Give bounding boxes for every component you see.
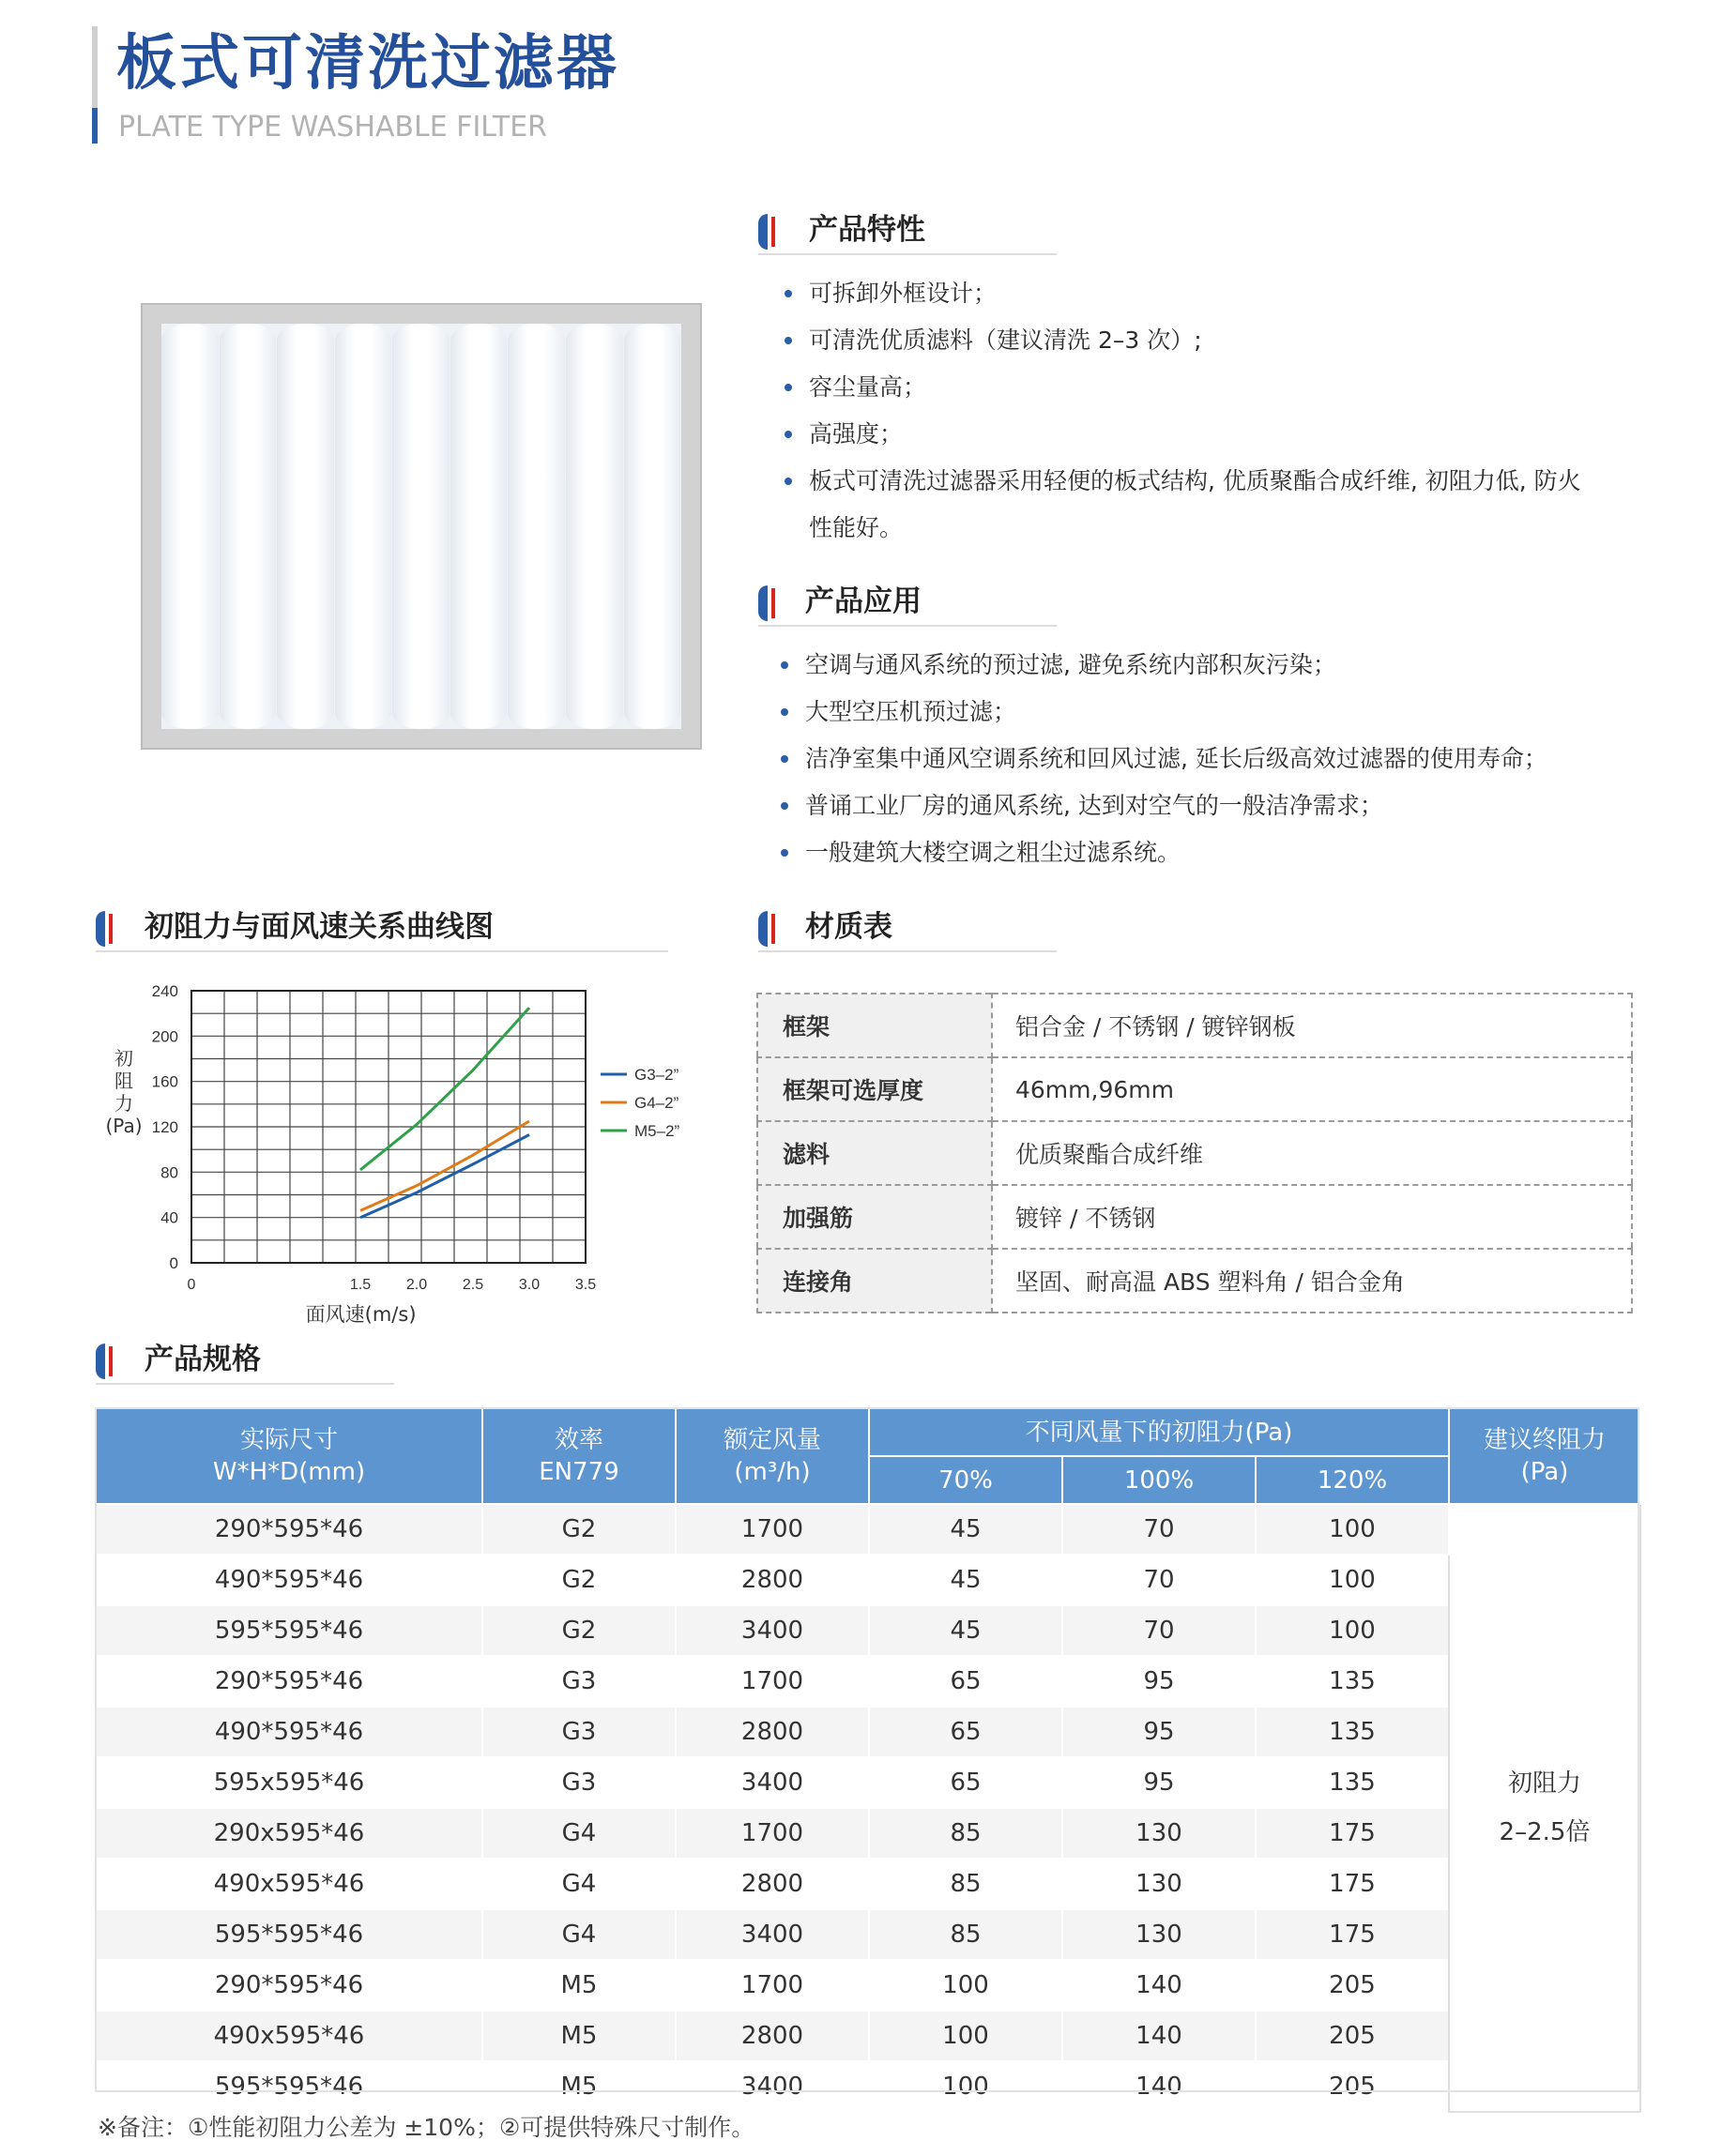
material-value: 坚固、耐高温 ABS 塑料角 / 铝合金角 <box>1015 1268 1405 1296</box>
material-value: 镀锌 / 不锈钢 <box>992 1185 1632 1249</box>
material-key: 加强筋 <box>757 1185 992 1249</box>
x-tick-label: 3.0 <box>518 1277 541 1293</box>
table-cell: 140 <box>1062 2061 1256 2112</box>
features-list <box>783 270 1655 552</box>
y-axis-label: 初 <box>114 1047 133 1070</box>
table-cell: 175 <box>1256 1859 1449 1909</box>
table-cell: 175 <box>1256 1909 1449 1960</box>
table-cell: 1700 <box>676 1808 869 1859</box>
table-cell: 595x595*46 <box>96 1757 482 1808</box>
application-item: 空调与通风系统的预过滤, 避免系统内部积灰污染； <box>779 642 1661 689</box>
table-row <box>96 1757 1640 1808</box>
section-marker-icon <box>96 911 113 947</box>
table-cell: M5 <box>482 2011 676 2061</box>
material-key: 滤料 <box>757 1121 992 1185</box>
y-axis-label: (Pa) <box>105 1115 143 1137</box>
table-cell: 100 <box>1256 1555 1449 1605</box>
material-value: 铝合金 / 不锈钢 / 镀锌钢板 <box>992 994 1632 1057</box>
table-cell: 100 <box>1256 1605 1449 1656</box>
materials-row <box>757 1249 1632 1313</box>
table-cell: 95 <box>1062 1707 1256 1757</box>
application-item: 普诵工业厂房的通风系统, 达到对空气的一般洁净需求； <box>779 782 1661 829</box>
feature-item: 高强度； <box>783 411 1655 458</box>
feature-item: 可清洗优质滤料（建议清洗 2–3 次）; <box>783 317 1655 364</box>
table-row <box>96 1960 1640 2011</box>
table-cell: M5 <box>482 2061 676 2112</box>
materials-table <box>756 993 1633 1313</box>
table-cell: 290*595*46 <box>96 1504 482 1555</box>
table-cell: M5 <box>482 1960 676 2011</box>
y-axis-label: 阻 <box>114 1070 133 1092</box>
product-photo <box>141 303 702 750</box>
table-row <box>96 1605 1640 1656</box>
series-line <box>360 1121 529 1210</box>
table-cell: 85 <box>869 1808 1062 1859</box>
table-cell: 95 <box>1062 1757 1256 1808</box>
header-100pct: 100% <box>1062 1456 1256 1504</box>
feature-item: 容尘量高； <box>783 364 1655 411</box>
materials-title: 材质表 <box>805 910 892 944</box>
y-tick-label: 200 <box>151 1027 178 1046</box>
table-cell: 85 <box>869 1909 1062 1960</box>
application-item: 洁净室集中通风空调系统和回风过滤, 延长后级高效过滤器的使用寿命； <box>779 736 1661 782</box>
table-cell: 2800 <box>676 1555 869 1605</box>
specs-table <box>95 1407 1641 2113</box>
table-cell: 3400 <box>676 1909 869 1960</box>
x-tick-label: 2.0 <box>405 1277 428 1293</box>
feature-item-continued: 性能好。 <box>809 514 904 541</box>
application-item: 大型空压机预过滤； <box>779 689 1661 736</box>
table-cell: 100 <box>869 2061 1062 2112</box>
table-cell: 45 <box>869 1605 1062 1656</box>
chart-title: 初阻力与面风速关系曲线图 <box>145 910 494 944</box>
table-cell: 2800 <box>676 2011 869 2061</box>
material-value: 46mm,96mm <box>992 1057 1632 1121</box>
table-row <box>96 2061 1640 2112</box>
header-airflow: 额定风量 (m³/h) <box>676 1408 869 1504</box>
table-cell: 1700 <box>676 1960 869 2011</box>
applications-list <box>779 642 1661 876</box>
table-cell: 135 <box>1256 1707 1449 1757</box>
y-tick-label: 240 <box>151 982 178 1000</box>
table-cell: G2 <box>482 1555 676 1605</box>
table-cell: 45 <box>869 1504 1062 1555</box>
x-axis-label: 面风速(m/s) <box>305 1303 417 1326</box>
table-cell: 490*595*46 <box>96 1707 482 1757</box>
table-cell: 3400 <box>676 1757 869 1808</box>
table-cell: G4 <box>482 1859 676 1909</box>
header-final-resistance: 建议终阻力 (Pa) <box>1449 1408 1640 1504</box>
table-cell: 95 <box>1062 1656 1256 1707</box>
table-cell: 290x595*46 <box>96 1808 482 1859</box>
table-row <box>96 2011 1640 2061</box>
table-cell: 135 <box>1256 1656 1449 1707</box>
table-cell: 3400 <box>676 1605 869 1656</box>
table-cell: 65 <box>869 1707 1062 1757</box>
y-axis-label: 力 <box>114 1092 133 1115</box>
table-cell: 290*595*46 <box>96 1656 482 1707</box>
feature-item: 板式可清洗过滤器采用轻便的板式结构, 优质聚酯合成纤维, 初阻力低, 防火 <box>783 458 1655 505</box>
table-cell: 2800 <box>676 1707 869 1757</box>
specs-heading <box>96 1338 394 1385</box>
header-size: 实际尺寸 W*H*D(mm) <box>96 1408 482 1504</box>
table-cell: 205 <box>1256 2011 1449 2061</box>
table-cell: G2 <box>482 1504 676 1555</box>
page-title: 板式可清洗过滤器 <box>116 29 619 99</box>
table-cell: 100 <box>869 1960 1062 2011</box>
table-cell: 490x595*46 <box>96 2011 482 2061</box>
table-cell: 70 <box>1062 1504 1256 1555</box>
table-cell: G3 <box>482 1757 676 1808</box>
table-cell: 595*595*46 <box>96 1605 482 1656</box>
filter-media <box>161 324 681 729</box>
table-cell: G4 <box>482 1808 676 1859</box>
y-tick-label: 80 <box>160 1163 178 1182</box>
table-row <box>96 1504 1640 1555</box>
table-cell: G4 <box>482 1909 676 1960</box>
section-marker-icon <box>758 214 775 250</box>
application-item: 一般建筑大楼空调之粗尘过滤系统。 <box>779 829 1661 876</box>
table-cell: 65 <box>869 1656 1062 1707</box>
section-marker-icon <box>758 911 775 947</box>
x-tick-label: 1.5 <box>349 1277 372 1293</box>
table-cell: 130 <box>1062 1909 1256 1960</box>
materials-row <box>757 1121 1632 1185</box>
chart-heading <box>96 905 668 952</box>
materials-heading <box>758 905 1057 952</box>
footnote: ※备注：①性能初阻力公差为 ±10%；②可提供特殊尺寸制作。 <box>98 2114 755 2141</box>
material-key: 连接角 <box>757 1249 992 1313</box>
material-value: 优质聚酯合成纤维 <box>992 1121 1632 1185</box>
section-marker-icon <box>758 585 775 621</box>
table-cell: 1700 <box>676 1504 869 1555</box>
table-cell: 130 <box>1062 1859 1256 1909</box>
table-cell: 290*595*46 <box>96 1960 482 2011</box>
header-efficiency: 效率 EN779 <box>482 1408 676 1504</box>
table-cell: 100 <box>1256 1504 1449 1555</box>
table-cell: 1700 <box>676 1656 869 1707</box>
table-cell: 3400 <box>676 2061 869 2112</box>
table-cell: 130 <box>1062 1808 1256 1859</box>
table-cell: 65 <box>869 1757 1062 1808</box>
legend-label: G4–2” <box>634 1094 679 1112</box>
y-tick-label: 40 <box>160 1208 178 1227</box>
table-cell: 70 <box>1062 1555 1256 1605</box>
table-cell: G3 <box>482 1707 676 1757</box>
title-accent-bar <box>92 26 98 144</box>
header-70pct: 70% <box>869 1456 1062 1504</box>
table-cell: 175 <box>1256 1808 1449 1859</box>
header-120pct: 120% <box>1256 1456 1449 1504</box>
table-cell: 140 <box>1062 2011 1256 2061</box>
table-row <box>96 1707 1640 1757</box>
table-cell: 2800 <box>676 1859 869 1909</box>
applications-heading <box>758 580 1057 627</box>
legend-label: G3–2” <box>634 1066 679 1084</box>
page-subtitle: PLATE TYPE WASHABLE FILTER <box>118 111 548 144</box>
table-cell: 490*595*46 <box>96 1555 482 1605</box>
resistance-velocity-chart <box>94 976 751 1332</box>
x-tick-label: 3.5 <box>574 1277 597 1293</box>
table-row <box>96 1656 1640 1707</box>
table-cell: 205 <box>1256 1960 1449 2011</box>
specs-title: 产品规格 <box>145 1343 261 1376</box>
table-row <box>96 1909 1640 1960</box>
table-cell: G2 <box>482 1605 676 1656</box>
table-cell: 135 <box>1256 1757 1449 1808</box>
table-cell: 85 <box>869 1859 1062 1909</box>
table-cell: 595*595*46 <box>96 1909 482 1960</box>
final-resistance-value: 初阻力 2–2.5倍 <box>1449 1504 1640 2112</box>
table-cell: 70 <box>1062 1605 1256 1656</box>
table-cell: 45 <box>869 1555 1062 1605</box>
table-cell: 140 <box>1062 1960 1256 2011</box>
table-row <box>96 1808 1640 1859</box>
y-tick-label: 160 <box>151 1072 178 1091</box>
materials-row <box>757 994 1632 1057</box>
applications-title: 产品应用 <box>805 585 922 618</box>
table-cell: 205 <box>1256 2061 1449 2112</box>
series-line <box>360 1135 529 1218</box>
table-cell: 100 <box>869 2011 1062 2061</box>
features-title: 产品特性 <box>809 213 925 247</box>
material-key: 框架 <box>757 994 992 1057</box>
series-line <box>360 1008 529 1170</box>
materials-row <box>757 1185 1632 1249</box>
table-row <box>96 1555 1640 1605</box>
section-marker-icon <box>96 1344 113 1379</box>
x-tick-label: 2.5 <box>462 1277 484 1293</box>
table-cell: G3 <box>482 1656 676 1707</box>
y-tick-label: 120 <box>151 1118 178 1136</box>
table-cell: 490x595*46 <box>96 1859 482 1909</box>
table-row <box>96 1859 1640 1909</box>
legend-label: M5–2” <box>634 1122 680 1140</box>
y-tick-label: 0 <box>169 1254 178 1272</box>
features-heading <box>758 208 1057 255</box>
x-tick-label: 0 <box>187 1277 196 1293</box>
table-cell: 595*595*46 <box>96 2061 482 2112</box>
materials-row <box>757 1057 1632 1121</box>
feature-item: 可拆卸外框设计； <box>783 270 1655 317</box>
material-key: 框架可选厚度 <box>757 1057 992 1121</box>
header-initial-resistance: 不同风量下的初阻力(Pa) <box>869 1408 1449 1456</box>
